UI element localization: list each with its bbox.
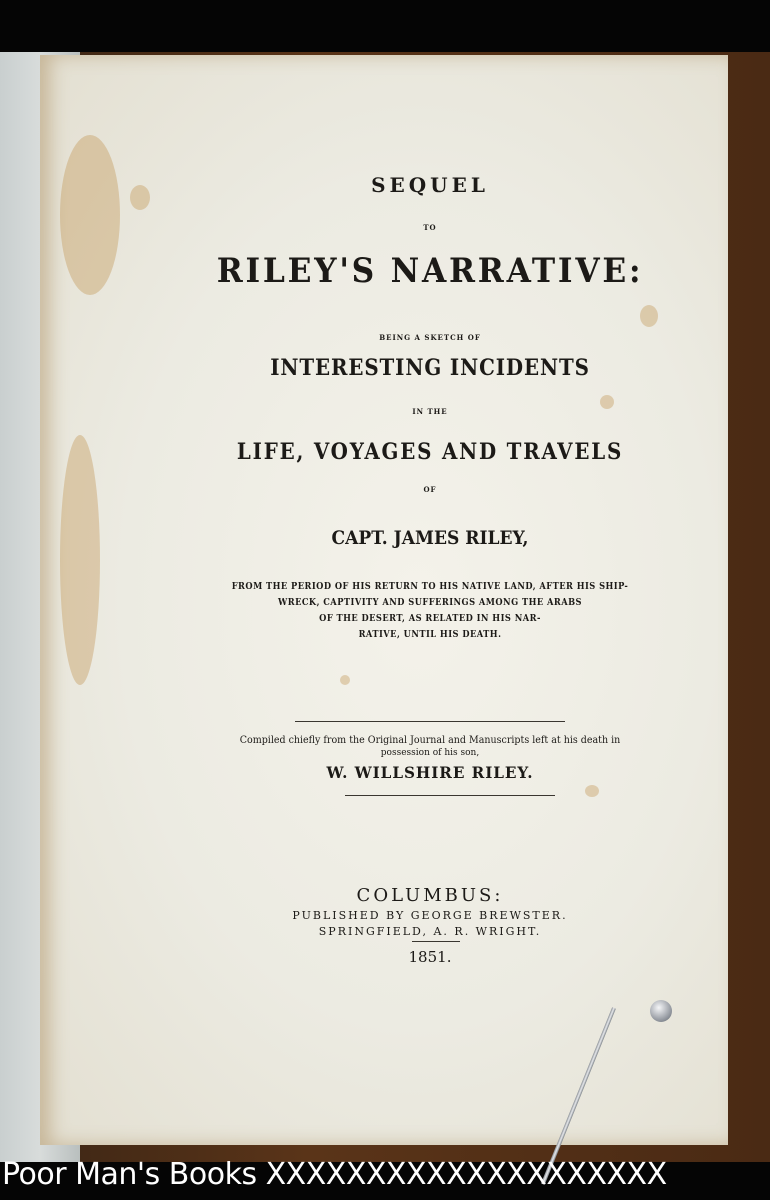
description-line: FROM THE PERIOD OF HIS RETURN TO HIS NATIVE LAND, AFTER HIS SHIP- — [231, 582, 629, 592]
divider-rule — [412, 941, 460, 942]
in-the-connector: IN THE — [412, 407, 448, 416]
sequel-heading: SEQUEL — [371, 173, 489, 197]
divider-rule — [345, 795, 555, 796]
description-line: WRECK, CAPTIVITY AND SUFFERINGS AMONG THE ARABS — [277, 598, 582, 608]
publication-city: COLUMBUS: — [356, 885, 504, 906]
compiled-note-continued: possession of his son, — [380, 748, 480, 758]
captain-name: CAPT. JAMES RILEY, — [331, 527, 529, 549]
publisher-line: SPRINGFIELD, A. R. WRIGHT. — [318, 925, 542, 938]
author-name: W. WILLSHIRE RILEY. — [326, 763, 534, 782]
publication-year: 1851. — [408, 948, 452, 966]
to-connector: TO — [423, 223, 437, 232]
title-page — [40, 55, 728, 1145]
divider-rule — [295, 721, 565, 722]
title-page-text — [120, 55, 740, 1145]
publisher-line: PUBLISHED BY GEORGE BREWSTER. — [292, 909, 568, 922]
description-line: OF THE DESERT, AS RELATED IN HIS NAR- — [319, 614, 541, 624]
of-connector: OF — [423, 485, 437, 494]
pin-head — [650, 1000, 672, 1022]
compiled-note: Compiled chiefly from the Original Journal and Manuscripts left at his death in — [239, 735, 621, 746]
being-connector: BEING A SKETCH OF — [379, 333, 481, 342]
subtitle-interesting: INTERESTING INCIDENTS — [270, 355, 590, 381]
main-title: RILEY'S NARRATIVE: — [216, 251, 644, 291]
watermark-text: Poor Man's Books XXXXXXXXXXXXXXXXXXXX — [2, 1157, 667, 1192]
subtitle-life: LIFE, VOYAGES AND TRAVELS — [236, 439, 624, 465]
description-line: RATIVE, UNTIL HIS DEATH. — [358, 630, 502, 640]
